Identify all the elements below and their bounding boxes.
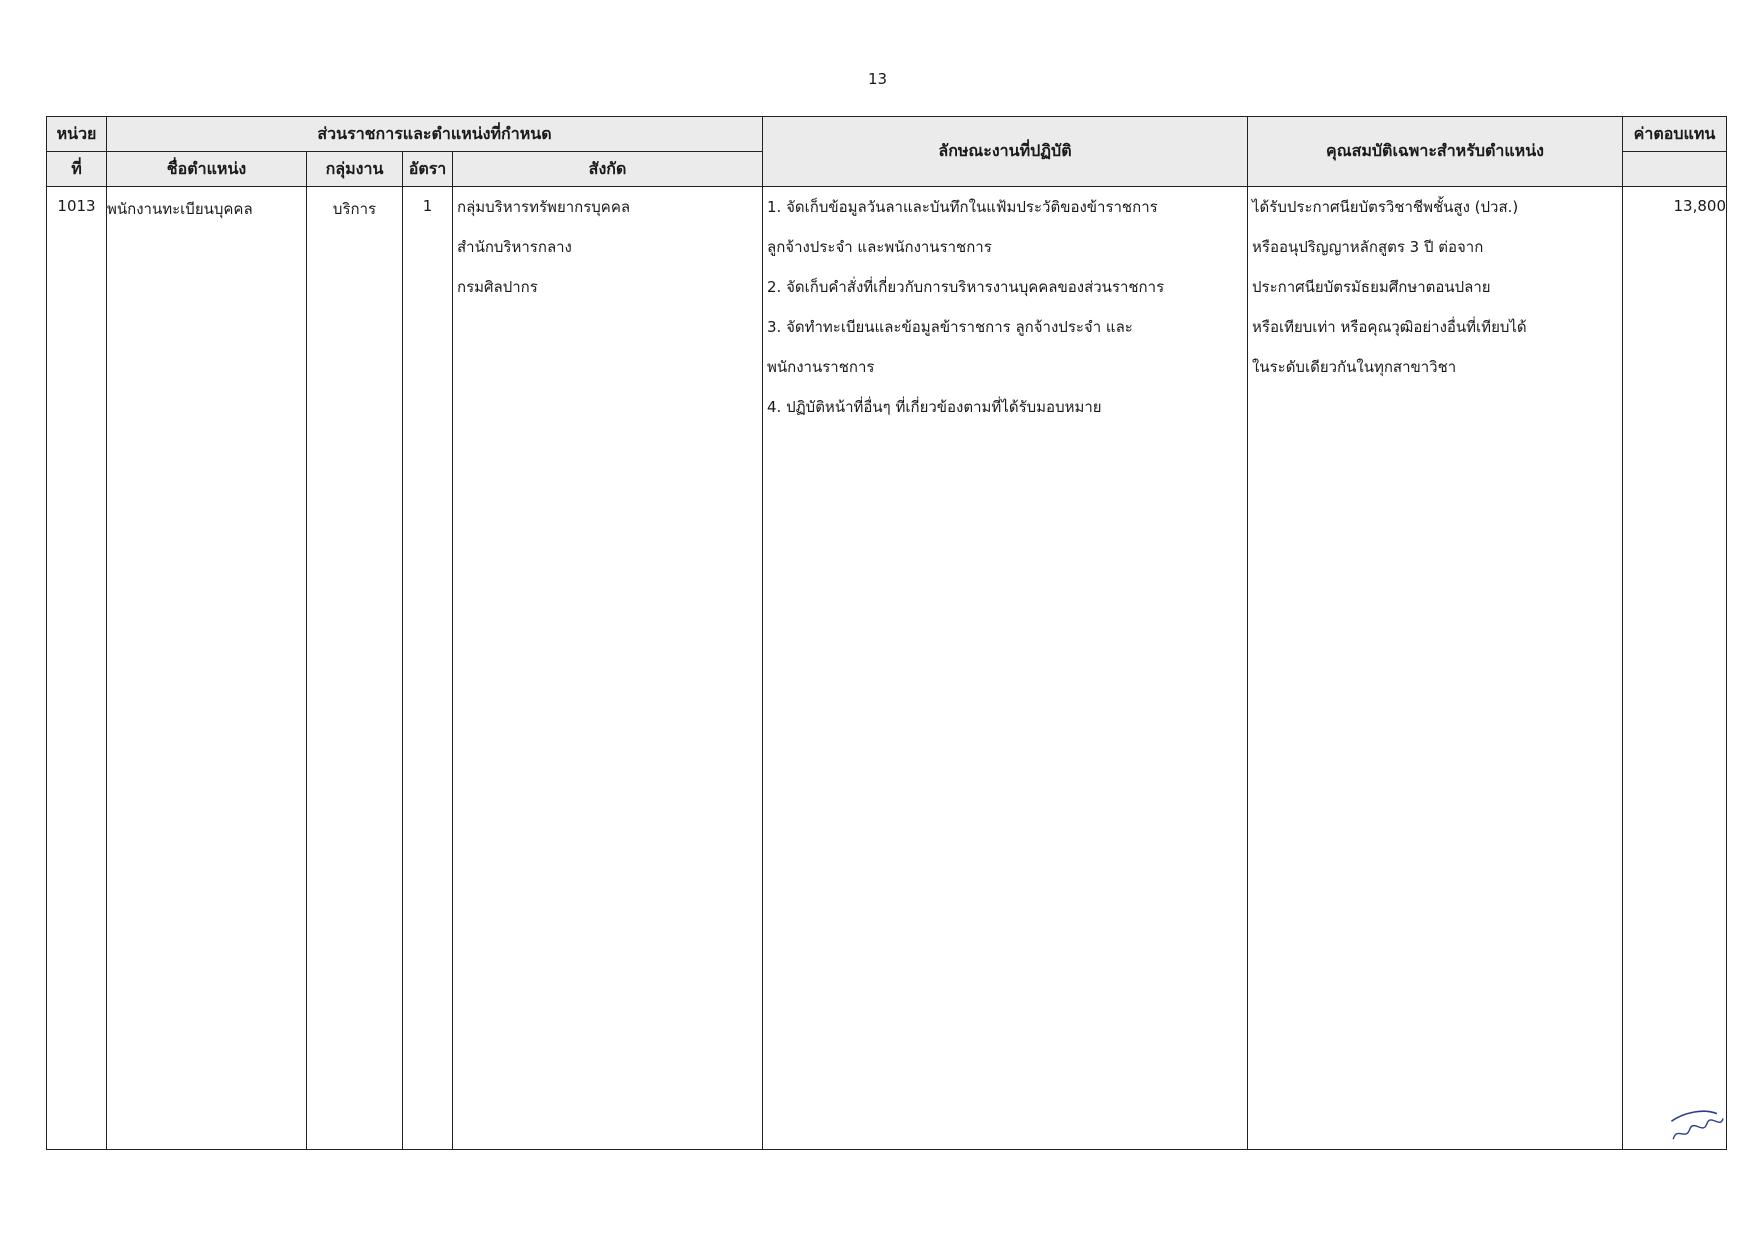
cell-affiliation: [453, 187, 763, 1150]
header-unit-line1: หน่วย: [47, 117, 107, 152]
header-compensation: ค่าตอบแทน: [1623, 117, 1727, 152]
position-table: [46, 116, 1727, 1150]
affiliation-line: กรมศิลปากร: [457, 278, 538, 296]
affiliation-line: กลุ่มบริหารทรัพยากรบุคคล: [457, 198, 631, 216]
header-position-name: ชื่อตำแหน่ง: [107, 152, 307, 187]
header-gov-unit-group: ส่วนราชการและตำแหน่งที่กำหนด: [107, 117, 763, 152]
cell-position-name: พนักงานทะเบียนบุคคล: [107, 187, 307, 1150]
page-number: 13: [867, 70, 888, 88]
table-row: [47, 187, 1727, 1150]
duty-line: 2. จัดเก็บคำสั่งที่เกี่ยวกับการบริหารงานบุคคลของส่วนราชการ: [767, 278, 1165, 296]
cell-work-group: บริการ: [307, 187, 403, 1150]
qualification-line: หรืออนุปริญญาหลักสูตร 3 ปี ต่อจาก: [1252, 238, 1484, 256]
header-duties: ลักษณะงานที่ปฏิบัติ: [763, 117, 1248, 187]
qualification-line: ได้รับประกาศนียบัตรวิชาชีพชั้นสูง (ปวส.): [1252, 198, 1519, 216]
duty-line: พนักงานราชการ: [767, 358, 875, 376]
qualification-line: หรือเทียบเท่า หรือคุณวุฒิอย่างอื่นที่เทียบได้: [1252, 318, 1527, 336]
cell-duties: [763, 187, 1248, 1150]
cell-rate: 1: [403, 187, 453, 1150]
qualification-line: ในระดับเดียวกันในทุกสาขาวิชา: [1252, 358, 1457, 376]
header-compensation-continued: [1623, 152, 1727, 187]
cell-unit-no: 1013: [47, 187, 107, 1150]
duty-line: ลูกจ้างประจำ และพนักงานราชการ: [767, 238, 992, 256]
affiliation-line: สำนักบริหารกลาง: [457, 238, 572, 256]
duty-line: 1. จัดเก็บข้อมูลวันลาและบันทึกในแฟ้มประวัติของข้าราชการ: [767, 198, 1158, 216]
cell-qualifications: [1248, 187, 1623, 1150]
duty-line: 4. ปฏิบัติหน้าที่อื่นๆ ที่เกี่ยวข้องตามที่ได้รับมอบหมาย: [767, 398, 1102, 416]
header-affiliation: สังกัด: [453, 152, 763, 187]
header-work-group: กลุ่มงาน: [307, 152, 403, 187]
header-qualifications: คุณสมบัติเฉพาะสำหรับตำแหน่ง: [1248, 117, 1623, 187]
duty-line: 3. จัดทำทะเบียนและข้อมูลข้าราชการ ลูกจ้างประจำ และ: [767, 318, 1133, 336]
cell-compensation: 13,800: [1623, 187, 1727, 1150]
header-rate: อัตรา: [403, 152, 453, 187]
header-unit-line2: ที่: [47, 152, 107, 187]
qualification-line: ประกาศนียบัตรมัธยมศึกษาตอนปลาย: [1252, 278, 1491, 296]
